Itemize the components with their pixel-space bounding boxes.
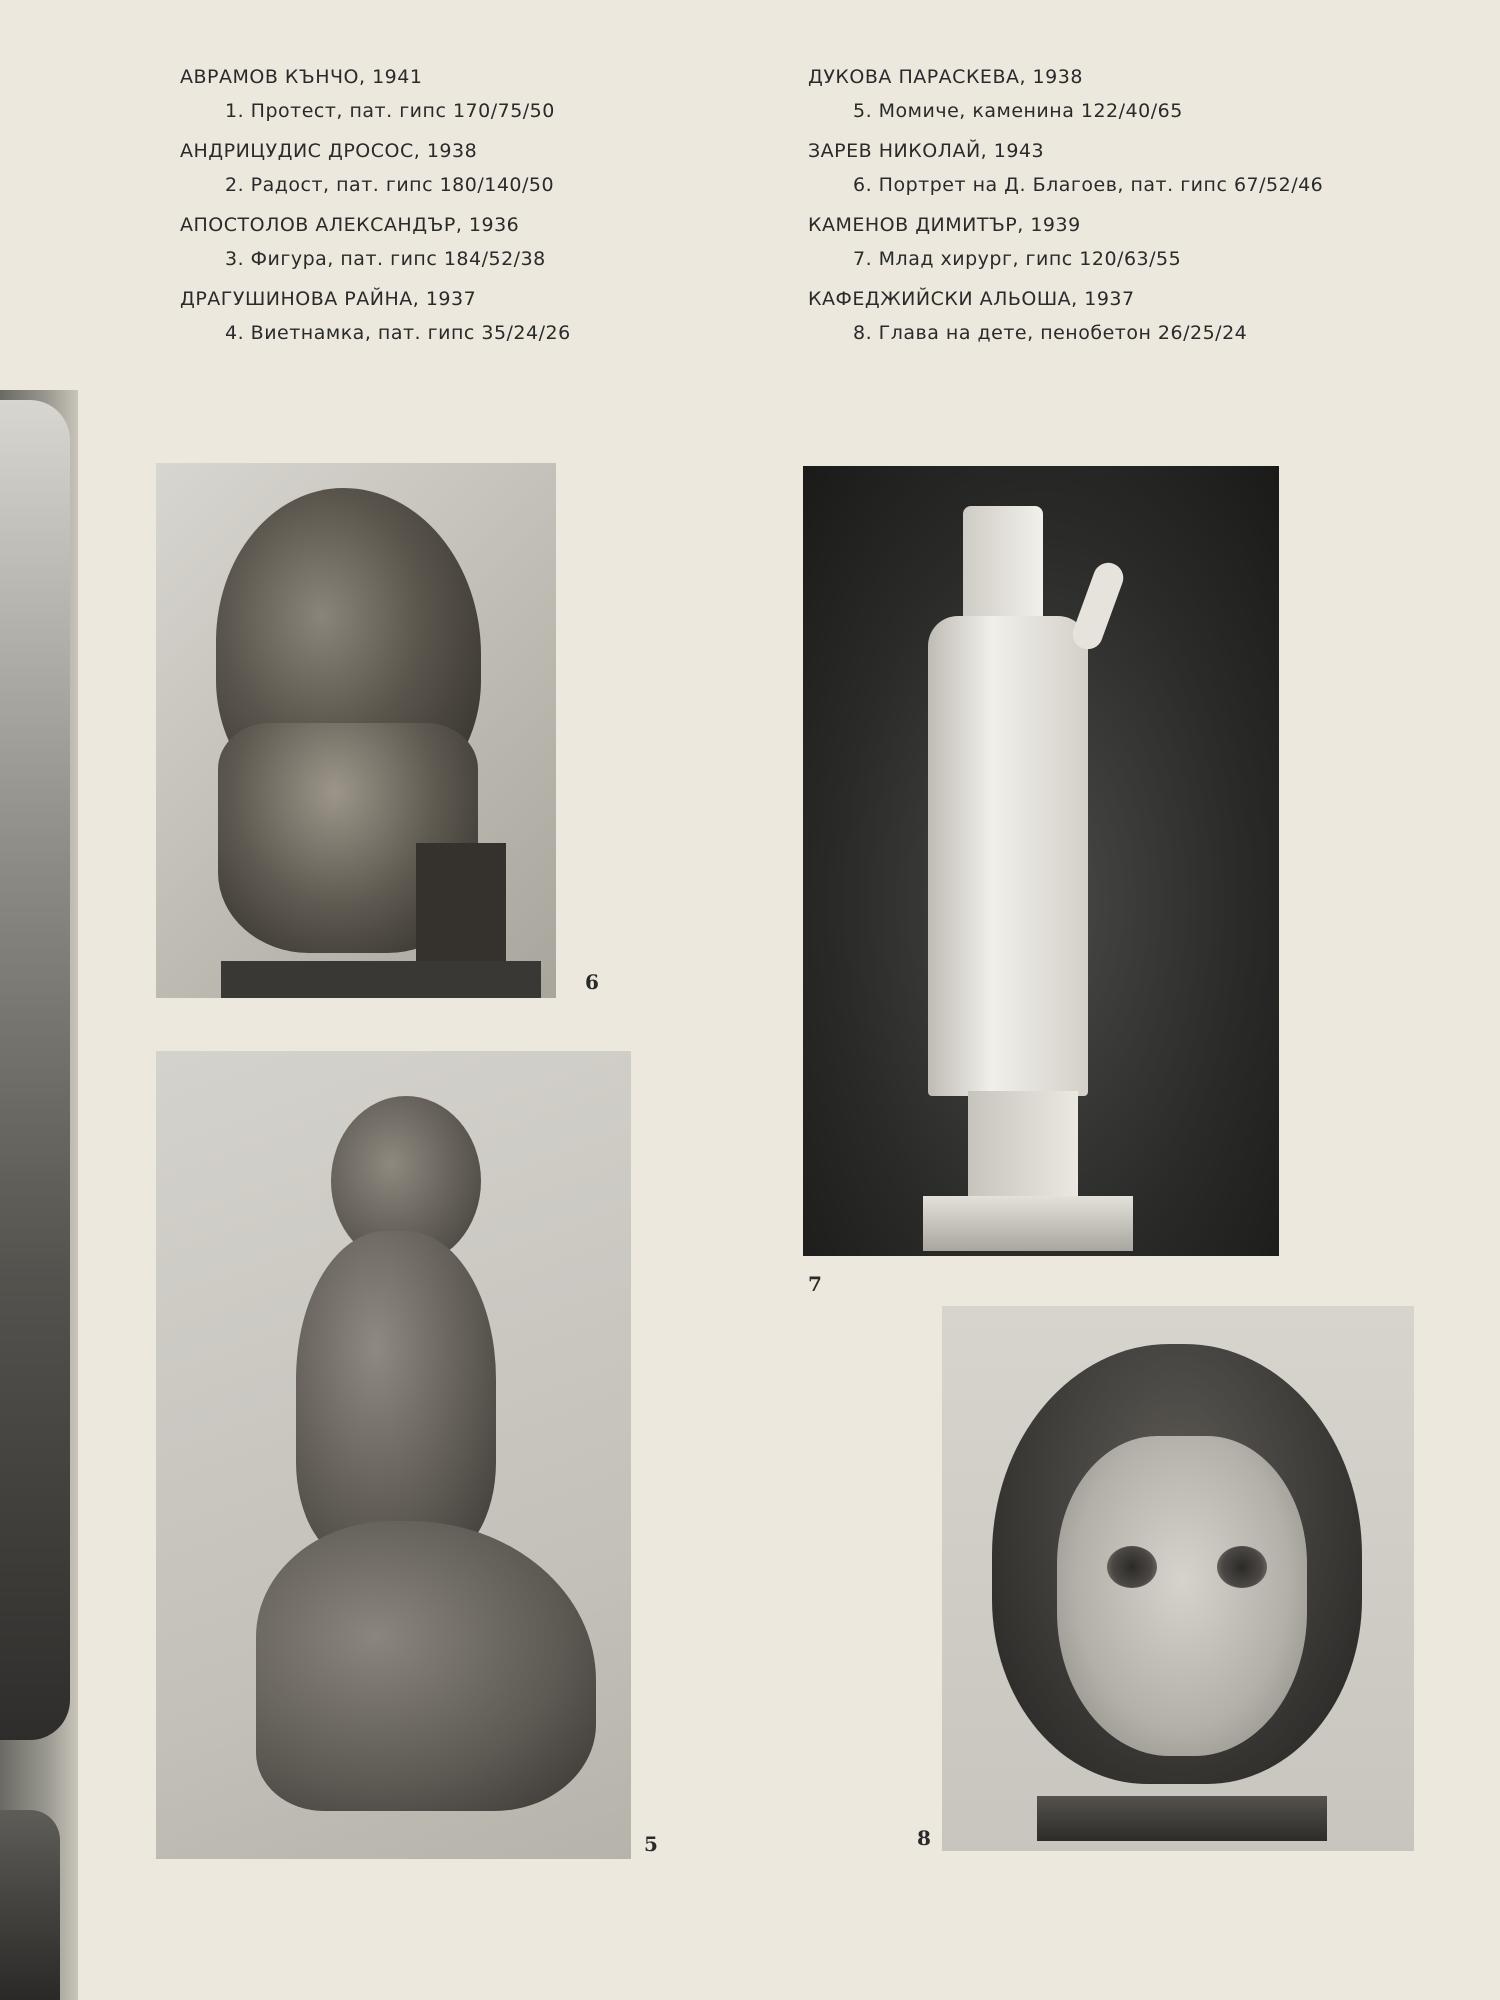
work-title: 1. Протест, пат. гипс 170/75/50 bbox=[225, 100, 555, 122]
figure-number-6: 6 bbox=[585, 970, 599, 994]
catalog-entry bbox=[180, 60, 571, 128]
statue-body bbox=[928, 616, 1088, 1096]
artist-name: КАФЕДЖИЙСКИ АЛЬОША, 1937 bbox=[808, 288, 1135, 310]
work-title: 8. Глава на дете, пенобетон 26/25/24 bbox=[853, 322, 1248, 344]
work-title: 4. Виетнамка, пат. гипс 35/24/26 bbox=[225, 322, 571, 344]
bust-neck bbox=[416, 843, 506, 963]
artist-name: ДУКОВА ПАРАСКЕВА, 1938 bbox=[808, 66, 1083, 88]
catalog-entry bbox=[180, 282, 571, 350]
sculpture-right-eye bbox=[1217, 1546, 1267, 1588]
sculpture-left-eye bbox=[1107, 1546, 1157, 1588]
work-title: 7. Млад хирург, гипс 120/63/55 bbox=[853, 248, 1182, 270]
artist-name: ЗАРЕВ НИКОЛАЙ, 1943 bbox=[808, 140, 1045, 162]
work-title: 6. Портрет на Д. Благоев, пат. гипс 67/52/46 bbox=[853, 174, 1324, 196]
sculpture-legs bbox=[256, 1521, 596, 1811]
catalog-list-left bbox=[180, 60, 571, 356]
catalog-entry bbox=[808, 208, 1323, 276]
photo-kneeling-girl-sculpture bbox=[156, 1051, 631, 1859]
artist-name: КАМЕНОВ ДИМИТЪР, 1939 bbox=[808, 214, 1081, 236]
artist-name: ДРАГУШИНОВА РАЙНА, 1937 bbox=[180, 288, 477, 310]
bust-base bbox=[221, 961, 541, 998]
photo-child-head-sculpture bbox=[942, 1306, 1414, 1851]
adjacent-page-photo-bottom bbox=[0, 1810, 60, 2000]
figure-number-8: 8 bbox=[917, 1826, 931, 1850]
sculpture-stand bbox=[1037, 1796, 1327, 1841]
catalog-entry bbox=[180, 208, 571, 276]
catalog-entry bbox=[808, 134, 1323, 202]
statue-raised-hand bbox=[1069, 559, 1128, 654]
photo-young-surgeon-statue bbox=[803, 466, 1279, 1256]
work-title: 3. Фигура, пат. гипс 184/52/38 bbox=[225, 248, 546, 270]
sculpture-face bbox=[1057, 1436, 1307, 1756]
work-title: 5. Момиче, каменина 122/40/65 bbox=[853, 100, 1183, 122]
catalog-entry bbox=[808, 60, 1323, 128]
artist-name: АВРАМОВ КЪНЧО, 1941 bbox=[180, 66, 423, 88]
catalog-entry bbox=[180, 134, 571, 202]
artist-name: АНДРИЦУДИС ДРОСОС, 1938 bbox=[180, 140, 478, 162]
artist-name: АПОСТОЛОВ АЛЕКСАНДЪР, 1936 bbox=[180, 214, 520, 236]
statue-plinth bbox=[923, 1196, 1133, 1251]
work-title: 2. Радост, пат. гипс 180/140/50 bbox=[225, 174, 555, 196]
adjacent-page-photo-top bbox=[0, 400, 70, 1740]
figure-number-5: 5 bbox=[644, 1832, 658, 1856]
catalog-entry bbox=[808, 282, 1323, 350]
photo-bearded-portrait-bust bbox=[156, 463, 556, 998]
adjacent-page-sliver bbox=[0, 390, 78, 2000]
figure-number-7: 7 bbox=[808, 1272, 822, 1296]
sculpture-torso bbox=[296, 1231, 496, 1561]
catalog-list-right bbox=[808, 60, 1323, 356]
